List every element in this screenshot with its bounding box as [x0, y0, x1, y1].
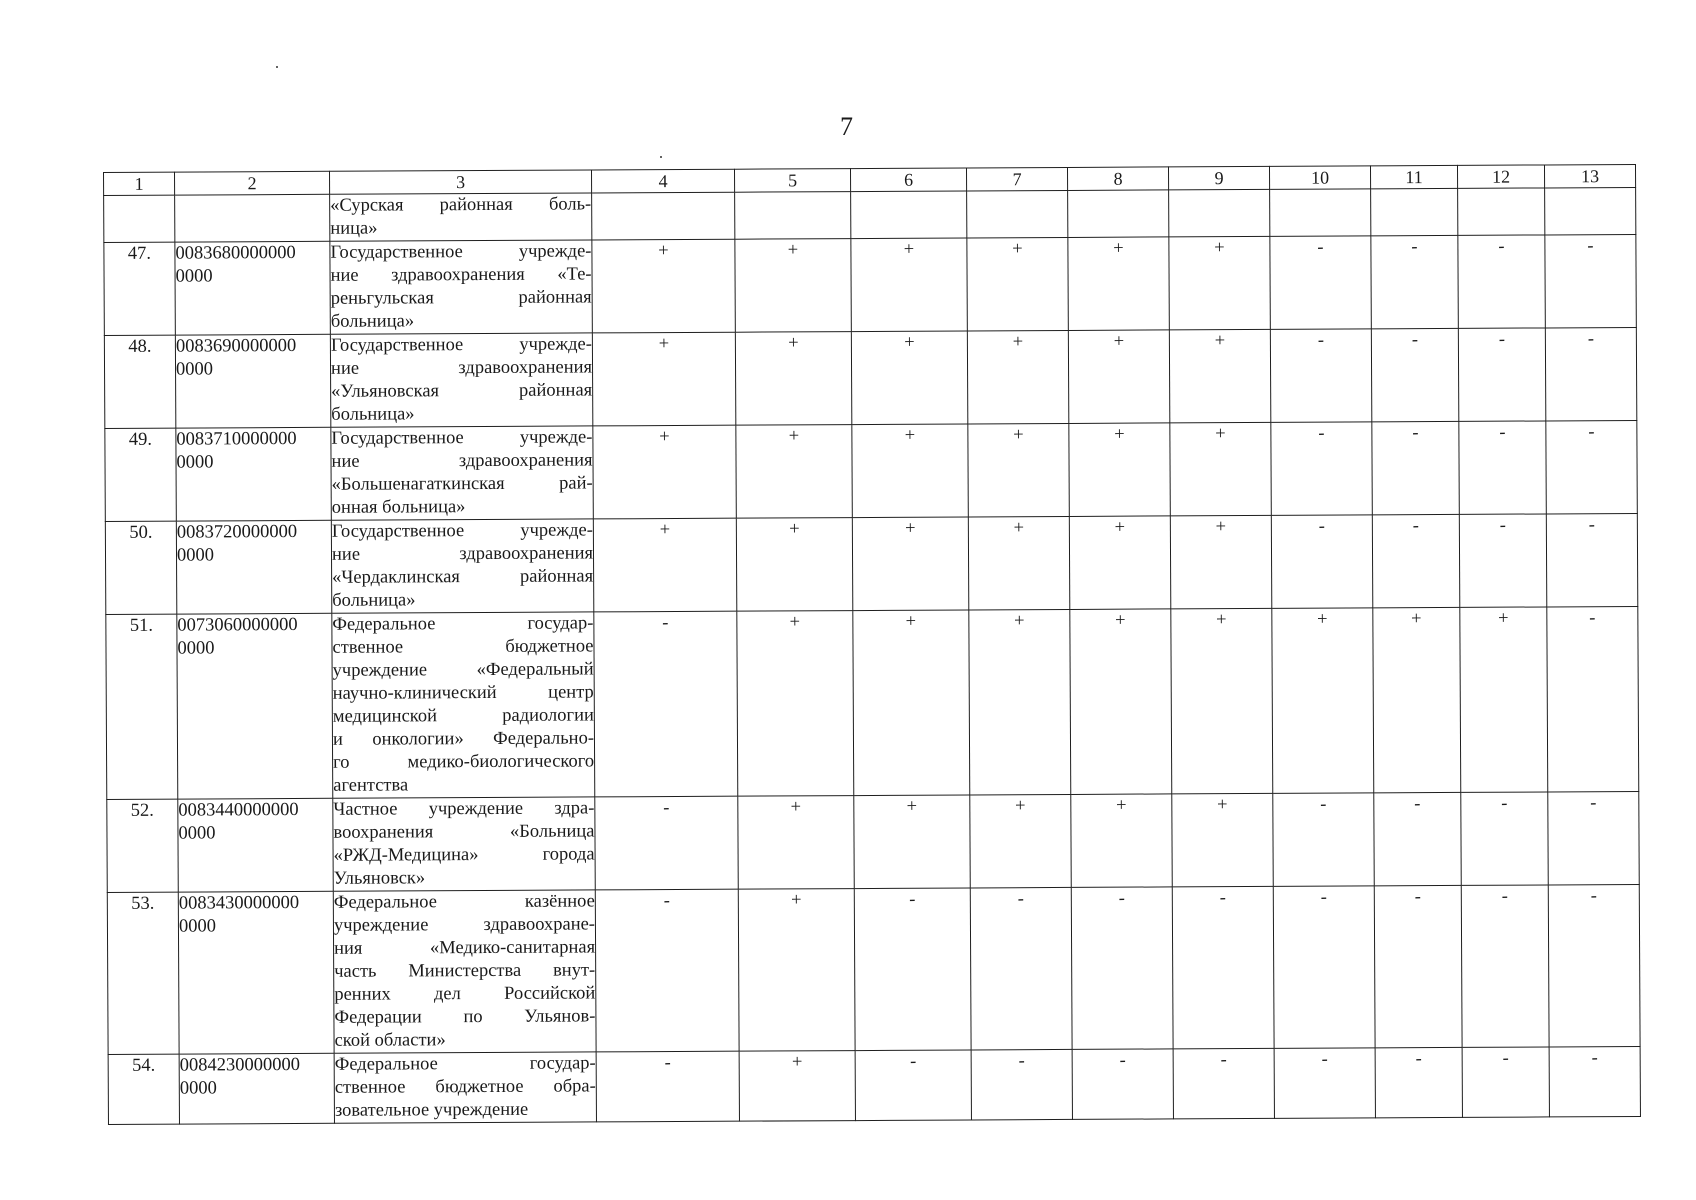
mark-cell-col-13: - [1549, 1046, 1640, 1116]
registry-code-line: 0083720000000 [176, 521, 298, 543]
organization-name-line: «Сурская районная боль- [330, 194, 592, 216]
scan-speck [276, 66, 278, 68]
organization-name-line: Федеральное казённое [333, 891, 595, 913]
mark-cell-col-7: - [971, 1049, 1072, 1120]
table-body [104, 187, 1641, 1124]
organization-name-line: Федеральное государ- [332, 613, 594, 635]
mark-cell-col-6: + [852, 424, 968, 518]
mark-cell-col-11: - [1374, 885, 1462, 1047]
mark-cell-col-5: + [739, 1051, 855, 1122]
organization-name-line: «РЖД-Медицина» города [333, 844, 595, 866]
registry-code-line: 0073060000000 [177, 614, 298, 636]
organization-name-line: Государственное учрежде- [331, 427, 593, 449]
organization-name [330, 333, 592, 427]
mark-cell-col-10: - [1274, 1048, 1375, 1119]
mark-cell-col-10: - [1271, 515, 1372, 609]
organization-name-line: часть Министерства внут- [334, 960, 596, 982]
organization-name-line: больница» [332, 590, 416, 611]
mark-cell-col-11: - [1375, 1047, 1462, 1117]
organization-name-line: ственное бюджетное [332, 636, 594, 658]
organization-name-line: ственное бюджетное обра- [334, 1076, 596, 1098]
organization-name-line: Государственное учрежде- [331, 520, 593, 542]
mark-cell-col-9 [1169, 189, 1270, 237]
row-number: 53. [107, 892, 179, 1054]
mark-cell-col-10: - [1270, 329, 1371, 423]
organization-name-line: ской области» [334, 1030, 446, 1051]
column-header-8: 8 [1067, 167, 1168, 191]
table-row [104, 234, 1636, 335]
mark-cell-col-5: + [735, 239, 851, 333]
mark-cell-col-11: + [1373, 607, 1461, 792]
table-row [107, 884, 1640, 1054]
mark-cell-col-5: + [738, 889, 855, 1052]
mark-cell-col-6: - [854, 888, 971, 1051]
table-row [106, 606, 1639, 799]
table-row [108, 1046, 1640, 1124]
registry-code-line: 0000 [178, 823, 216, 844]
row-number: 47. [104, 242, 175, 335]
organization-name-line: воохранения «Больница [333, 821, 595, 843]
mark-cell-col-10: - [1271, 422, 1372, 516]
mark-cell-col-10: - [1270, 236, 1371, 330]
mark-cell-col-10: - [1273, 793, 1374, 887]
registry-code-line: 0000 [176, 452, 214, 473]
registry-code-line: 0083690000000 [175, 335, 297, 357]
mark-cell-col-4: - [596, 1051, 739, 1122]
mark-cell-col-8 [1068, 190, 1169, 238]
mark-cell-col-8: + [1068, 237, 1169, 331]
mark-cell-col-10: + [1272, 608, 1374, 794]
organization-name-line: ния «Медико-санитарная [334, 937, 596, 959]
mark-cell-col-7: + [970, 794, 1071, 888]
table-row [107, 791, 1639, 892]
organization-name-line: больница» [331, 404, 415, 425]
organization-name-line: Государственное учрежде- [330, 241, 592, 263]
mark-cell-col-12: - [1461, 885, 1549, 1047]
column-header-4: 4 [591, 169, 734, 193]
mark-cell-col-12: + [1460, 607, 1548, 792]
organization-name-line: ние здравоохранения [331, 450, 593, 472]
organization-name-line: ние здравоохранения [330, 357, 593, 379]
organization-name-line: Ульяновск» [333, 868, 426, 889]
registry-code-line: 0000 [175, 266, 213, 287]
mark-cell-col-7: + [967, 330, 1068, 424]
registry-code [177, 613, 333, 799]
mark-cell-col-8: + [1071, 794, 1172, 888]
row-number: 50. [105, 521, 176, 614]
organization-name [330, 193, 592, 241]
mark-cell-col-11: - [1372, 421, 1459, 514]
organization-name [331, 426, 593, 520]
table-row [105, 420, 1637, 521]
mark-cell-col-6: + [851, 238, 967, 332]
organization-name-line: зовательное учреждение [334, 1099, 529, 1121]
mark-cell-col-10 [1270, 189, 1371, 237]
organization-name-line: ние здравоохранения «Те- [330, 264, 592, 286]
registry-code [175, 241, 330, 335]
row-number: 52. [107, 799, 178, 892]
mark-cell-col-13: - [1548, 791, 1639, 884]
registry-code [179, 1053, 334, 1124]
organization-name-line: реньгульская районная [330, 287, 592, 309]
mark-cell-col-6: + [854, 795, 970, 889]
mark-cell-col-9: + [1171, 608, 1273, 794]
mark-cell-col-7: + [969, 609, 1071, 795]
mark-cell-col-4: - [594, 611, 738, 797]
mark-cell-col-13: - [1548, 884, 1640, 1046]
mark-cell-col-11 [1371, 188, 1458, 235]
organization-name [333, 797, 595, 891]
column-header-11: 11 [1370, 165, 1457, 188]
table-row [105, 513, 1637, 614]
table-row [104, 327, 1636, 428]
mark-cell-col-12 [1458, 188, 1545, 235]
mark-cell-col-6: + [853, 610, 970, 796]
mark-cell-col-8: + [1069, 516, 1170, 610]
organization-name [333, 890, 596, 1053]
mark-cell-col-5: + [738, 796, 854, 890]
register-table [103, 164, 1641, 1125]
mark-cell-col-11: - [1374, 792, 1461, 885]
organization-name-line: и онкологии» Федерально- [332, 728, 595, 750]
mark-cell-col-9: + [1169, 236, 1270, 330]
row-number: 54. [108, 1054, 179, 1124]
registry-code-line: 0084230000000 [179, 1054, 300, 1076]
row-number: 49. [105, 428, 176, 521]
registry-code [176, 520, 331, 614]
mark-cell-col-13: - [1545, 327, 1636, 420]
mark-cell-col-6: + [851, 331, 967, 425]
mark-cell-col-5: + [735, 332, 851, 426]
registry-code-line: 0000 [178, 916, 217, 937]
mark-cell-col-5: + [736, 425, 852, 519]
organization-name-line: агентства [333, 775, 409, 796]
organization-name-line: Государственное учрежде- [330, 334, 592, 356]
mark-cell-col-7: + [967, 237, 1068, 331]
mark-cell-col-13: - [1547, 606, 1639, 791]
scan-speck [660, 156, 662, 158]
mark-cell-col-12: - [1459, 514, 1546, 607]
page-number: 7 [840, 112, 853, 141]
mark-cell-col-9: + [1169, 329, 1270, 423]
registry-code-line: 0083710000000 [176, 428, 297, 450]
mark-cell-col-7: + [968, 423, 1069, 517]
mark-cell-col-4: - [595, 889, 739, 1052]
mark-cell-col-8: + [1068, 330, 1169, 424]
organization-name-line: больница» [330, 311, 415, 332]
registry-code-line: 0000 [179, 1078, 217, 1099]
mark-cell-col-9: + [1170, 422, 1271, 516]
organization-name [331, 519, 593, 613]
column-header-13: 13 [1544, 164, 1635, 187]
mark-cell-col-13 [1545, 187, 1636, 234]
mark-cell-col-9: - [1172, 886, 1274, 1049]
organization-name-line: научно-клинический центр [332, 682, 594, 704]
organization-name-line: медицинской радиологии [332, 705, 594, 727]
column-header-7: 7 [966, 167, 1067, 191]
mark-cell-col-7: + [968, 516, 1069, 610]
mark-cell-col-13: - [1546, 513, 1637, 606]
registry-code-line: 0000 [175, 359, 214, 380]
column-header-9: 9 [1168, 166, 1269, 190]
organization-name [330, 240, 592, 334]
mark-cell-col-12: - [1458, 235, 1545, 328]
organization-name-line: ние здравоохранения [331, 543, 594, 565]
mark-cell-col-9: + [1170, 515, 1271, 609]
mark-cell-col-9: - [1173, 1048, 1274, 1119]
organization-name [332, 612, 595, 798]
row-number [104, 195, 175, 242]
organization-name-line: Федерации по Ульянов- [334, 1006, 596, 1028]
column-header-1: 1 [104, 172, 175, 195]
organization-name-line: «Большенагаткинская рай- [331, 473, 593, 495]
column-header-12: 12 [1457, 165, 1544, 188]
organization-name-line: Федеральное государ- [334, 1053, 596, 1075]
organization-name-line: ница» [330, 218, 378, 239]
mark-cell-col-13: - [1545, 234, 1636, 327]
mark-cell-col-8: - [1071, 887, 1173, 1050]
organization-name-line: «Ульяновская районная [331, 380, 593, 402]
mark-cell-col-6: - [855, 1050, 971, 1121]
organization-name [334, 1052, 596, 1123]
column-header-6: 6 [850, 168, 966, 192]
mark-cell-col-11: - [1372, 514, 1459, 607]
organization-name-line: учреждение здравоохране- [333, 914, 595, 936]
mark-cell-col-4: + [592, 239, 735, 333]
mark-cell-col-6: + [852, 517, 968, 611]
row-number: 51. [106, 614, 178, 799]
mark-cell-col-12: - [1461, 792, 1548, 885]
mark-cell-col-7 [967, 190, 1068, 238]
mark-cell-col-9: + [1172, 793, 1273, 887]
registry-code [175, 334, 330, 428]
registry-code [176, 427, 331, 521]
organization-name-line: Частное учреждение здра- [333, 798, 595, 820]
table-row [104, 187, 1636, 242]
mark-cell-col-4: - [595, 796, 738, 890]
organization-name-line: «Чердаклинская районная [332, 566, 594, 588]
column-header-5: 5 [734, 169, 850, 193]
registry-code [178, 798, 333, 892]
mark-cell-col-5: + [737, 611, 854, 797]
mark-cell-col-12: - [1459, 421, 1546, 514]
mark-cell-col-4: + [592, 332, 735, 426]
column-header-2: 2 [175, 171, 330, 195]
organization-name-line: онная больница» [331, 497, 466, 518]
mark-cell-col-4 [592, 192, 735, 240]
mark-cell-col-5 [735, 192, 851, 240]
mark-cell-col-13: - [1546, 420, 1637, 513]
mark-cell-col-4: + [593, 425, 736, 519]
mark-cell-col-8: + [1070, 609, 1172, 795]
mark-cell-col-5: + [736, 518, 852, 612]
mark-cell-col-8: - [1072, 1049, 1173, 1120]
mark-cell-col-7: - [970, 887, 1072, 1050]
registry-code-line: 0000 [177, 638, 215, 659]
registry-code-line: 0083680000000 [175, 242, 296, 264]
mark-cell-col-12: - [1462, 1047, 1549, 1117]
mark-cell-col-11: - [1371, 235, 1458, 328]
column-header-10: 10 [1269, 166, 1370, 190]
registry-code [175, 194, 330, 242]
mark-cell-col-10: - [1273, 886, 1375, 1049]
registry-code [178, 891, 334, 1054]
registry-code-line: 0000 [176, 545, 215, 566]
mark-cell-col-11: - [1371, 328, 1458, 421]
organization-name-line: ренних дел Российской [334, 983, 596, 1005]
mark-cell-col-6 [851, 191, 967, 239]
organization-name-line: го медико-биологического [333, 751, 595, 773]
mark-cell-col-4: + [593, 518, 736, 612]
column-header-3: 3 [329, 170, 591, 194]
mark-cell-col-8: + [1069, 423, 1170, 517]
organization-name-line: учреждение «Федеральный [332, 659, 594, 681]
registry-code-line: 0083440000000 [178, 799, 299, 821]
registry-code-line: 0083430000000 [178, 892, 300, 914]
row-number: 48. [104, 335, 175, 428]
mark-cell-col-12: - [1458, 328, 1545, 421]
